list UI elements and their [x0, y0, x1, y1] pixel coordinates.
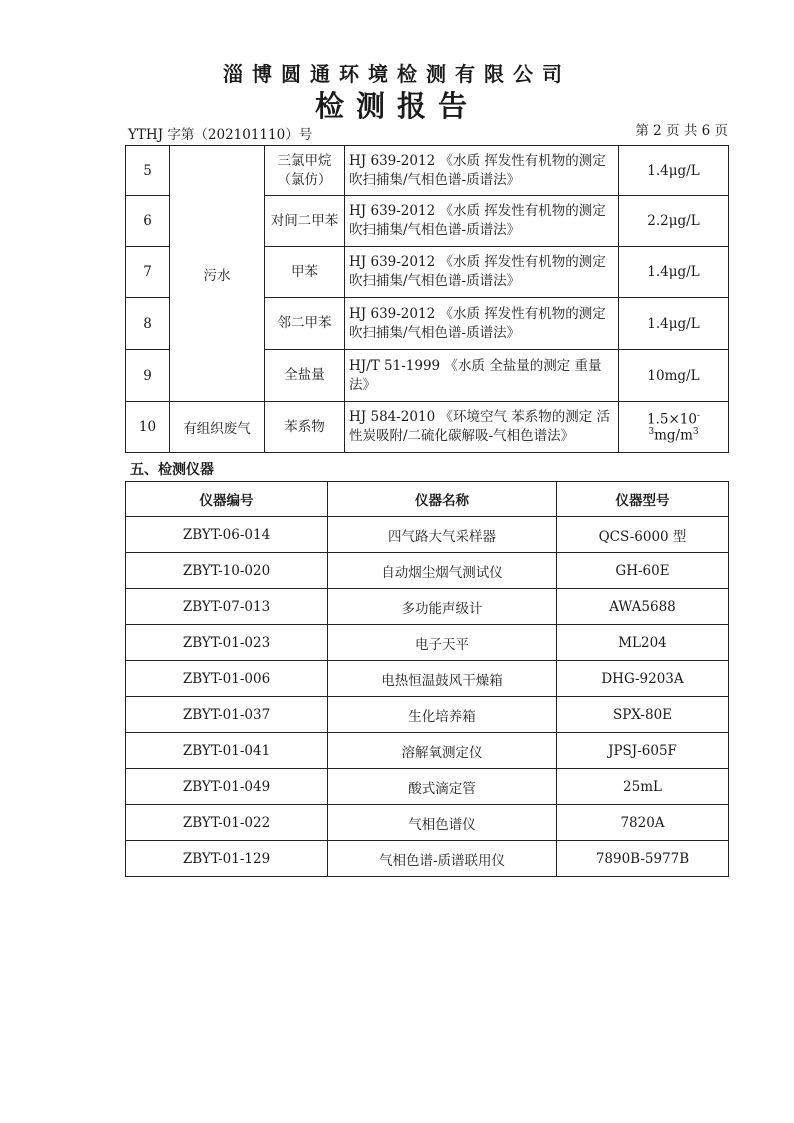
report-title: 检测报告 [314, 89, 479, 123]
instrument-model: JPSJ-605F [557, 733, 729, 769]
detection-limit: 2.2μg/L [619, 196, 729, 247]
method-standard: HJ 639-2012 《水质 挥发性有机物的测定 吹扫捕集/气相色谱-质谱法》 [345, 146, 619, 196]
table-row [126, 589, 729, 625]
table-row [126, 553, 729, 589]
detection-limit: 1.4μg/L [619, 146, 729, 196]
instrument-model: DHG-9203A [557, 661, 729, 697]
page-info: 第 2 页 共 6 页 [635, 123, 728, 139]
detection-limit: 10mg/L [619, 350, 729, 402]
instrument-id: ZBYT-01-041 [126, 733, 328, 769]
instrument-model: 25mL [557, 769, 729, 805]
column-header-name: 仪器名称 [328, 482, 557, 517]
method-standard: HJ 584-2010 《环境空气 苯系物的测定 活性炭吸附/二硫化碳解吸-气相色谱法》 [345, 402, 619, 453]
method-standard: HJ 639-2012 《水质 挥发性有机物的测定 吹扫捕集/气相色谱-质谱法》 [345, 196, 619, 247]
instrument-id: ZBYT-01-006 [126, 661, 328, 697]
instrument-model: ML204 [557, 625, 729, 661]
column-header-model: 仪器型号 [557, 482, 729, 517]
table-row [126, 625, 729, 661]
instrument-model: 7820A [557, 805, 729, 841]
instrument-id: ZBYT-01-049 [126, 769, 328, 805]
instrument-name: 多功能声级计 [328, 589, 557, 625]
table-header-row [126, 482, 729, 517]
method-table [125, 145, 729, 453]
instrument-id: ZBYT-10-020 [126, 553, 328, 589]
table-row [126, 769, 729, 805]
sample-category: 有组织废气 [170, 402, 265, 453]
instrument-model: SPX-80E [557, 697, 729, 733]
table-row [126, 805, 729, 841]
detection-limit [619, 402, 729, 453]
row-number: 5 [126, 146, 170, 196]
method-standard: HJ 639-2012 《水质 挥发性有机物的测定 吹扫捕集/气相色谱-质谱法》 [345, 298, 619, 350]
instrument-name: 酸式滴定管 [328, 769, 557, 805]
item-name: 全盐量 [265, 350, 345, 402]
table-row [126, 841, 729, 877]
instrument-name: 自动烟尘烟气测试仪 [328, 553, 557, 589]
item-name: 三氯甲烷（氯仿） [265, 146, 345, 196]
row-number: 9 [126, 350, 170, 402]
limit-unit-exponent: 3 [692, 427, 699, 437]
limit-exponent: -3 [648, 410, 700, 437]
instrument-table [125, 481, 729, 877]
report-code: YTHJ 字第（202101110）号 [128, 127, 313, 143]
section-title: 五、检测仪器 [130, 462, 214, 478]
sample-category: 污水 [170, 146, 265, 402]
table-row [126, 661, 729, 697]
table-row [126, 733, 729, 769]
row-number: 7 [126, 247, 170, 298]
instrument-name: 电子天平 [328, 625, 557, 661]
instrument-id: ZBYT-01-022 [126, 805, 328, 841]
instrument-name: 生化培养箱 [328, 697, 557, 733]
item-name: 苯系物 [265, 402, 345, 453]
instrument-model: GH-60E [557, 553, 729, 589]
table-row [126, 517, 729, 553]
instrument-name: 四气路大气采样器 [328, 517, 557, 553]
instrument-name: 气相色谱-质谱联用仪 [328, 841, 557, 877]
instrument-id: ZBYT-01-129 [126, 841, 328, 877]
detection-limit: 1.4μg/L [619, 298, 729, 350]
row-number: 10 [126, 402, 170, 453]
instrument-name: 电热恒温鼓风干燥箱 [328, 661, 557, 697]
item-name: 邻二甲苯 [265, 298, 345, 350]
limit-unit: mg/m [654, 427, 693, 444]
method-standard: HJ/T 51-1999 《水质 全盐量的测定 重量法》 [345, 350, 619, 402]
table-row [126, 146, 729, 196]
instrument-name: 溶解氧测定仪 [328, 733, 557, 769]
instrument-model: QCS-6000 型 [557, 517, 729, 553]
instrument-model: AWA5688 [557, 589, 729, 625]
limit-base: 1.5×10 [646, 411, 697, 427]
instrument-model: 7890B-5977B [557, 841, 729, 877]
instrument-id: ZBYT-01-037 [126, 697, 328, 733]
table-row [126, 697, 729, 733]
item-name: 甲苯 [265, 247, 345, 298]
item-name: 对间二甲苯 [265, 196, 345, 247]
instrument-name: 气相色谱仪 [328, 805, 557, 841]
row-number: 8 [126, 298, 170, 350]
instrument-id: ZBYT-01-023 [126, 625, 328, 661]
row-number: 6 [126, 196, 170, 247]
instrument-id: ZBYT-07-013 [126, 589, 328, 625]
instrument-id: ZBYT-06-014 [126, 517, 328, 553]
detection-limit: 1.4μg/L [619, 247, 729, 298]
method-standard: HJ 639-2012 《水质 挥发性有机物的测定 吹扫捕集/气相色谱-质谱法》 [345, 247, 619, 298]
table-row [126, 402, 729, 453]
company-name: 淄博圆通环境检测有限公司 [223, 62, 571, 86]
column-header-id: 仪器编号 [126, 482, 328, 517]
